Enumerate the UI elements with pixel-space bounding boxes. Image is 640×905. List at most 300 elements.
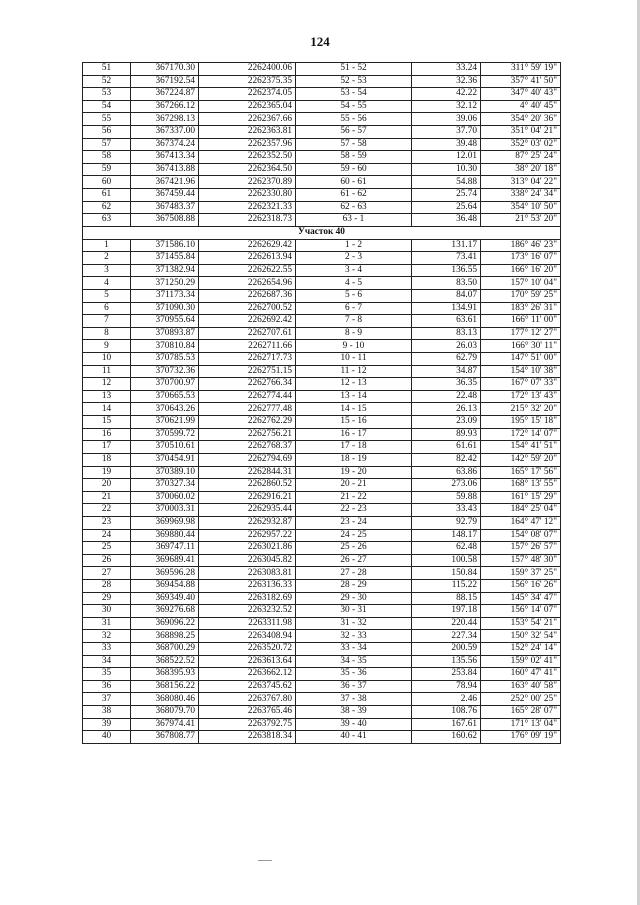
direction-angle-cell: 166° 11' 00"	[481, 315, 561, 328]
coord-x-cell: 370955.64	[131, 315, 199, 328]
point-number-cell: 53	[83, 88, 131, 101]
point-number-cell: 29	[83, 592, 131, 605]
segment-cell: 33 - 34	[296, 643, 412, 656]
coord-x-cell: 367808.77	[131, 731, 199, 744]
segment-cell: 34 - 35	[296, 655, 412, 668]
table-row	[83, 605, 561, 618]
direction-angle-cell: 357° 41' 50"	[481, 75, 561, 88]
direction-angle-cell: 154° 41' 51"	[481, 441, 561, 454]
coord-x-cell: 368898.25	[131, 630, 199, 643]
coord-y-cell: 2262707.61	[199, 327, 296, 340]
segment-cell: 14 - 15	[296, 403, 412, 416]
coord-x-cell: 370003.31	[131, 504, 199, 517]
segment-cell: 21 - 22	[296, 491, 412, 504]
point-number-cell: 31	[83, 617, 131, 630]
segment-length-cell: 73.41	[412, 252, 481, 265]
segment-length-cell: 115.22	[412, 579, 481, 592]
table-row	[83, 504, 561, 517]
direction-angle-cell: 157° 10' 04"	[481, 277, 561, 290]
point-number-cell: 61	[83, 189, 131, 202]
coord-y-cell: 2262363.81	[199, 126, 296, 139]
direction-angle-cell: 154° 08' 07"	[481, 529, 561, 542]
segment-length-cell: 167.61	[412, 718, 481, 731]
direction-angle-cell: 166° 16' 20"	[481, 264, 561, 277]
point-number-cell: 22	[83, 504, 131, 517]
coord-y-cell: 2263662.12	[199, 668, 296, 681]
segment-cell: 38 - 39	[296, 706, 412, 719]
segment-length-cell: 88.15	[412, 592, 481, 605]
coord-x-cell: 370389.10	[131, 466, 199, 479]
segment-length-cell: 10.30	[412, 163, 481, 176]
section-row	[83, 226, 561, 239]
coord-x-cell: 370621.99	[131, 416, 199, 429]
coordinates-table	[82, 62, 561, 744]
table-row	[83, 138, 561, 151]
table-row	[83, 327, 561, 340]
direction-angle-cell: 177° 12' 27"	[481, 327, 561, 340]
segment-length-cell: 83.13	[412, 327, 481, 340]
table-row	[83, 453, 561, 466]
coord-y-cell: 2262957.22	[199, 529, 296, 542]
segment-cell: 61 - 62	[296, 189, 412, 202]
table-row	[83, 516, 561, 529]
direction-angle-cell: 173° 16' 07"	[481, 252, 561, 265]
direction-angle-cell: 186° 46' 23"	[481, 239, 561, 252]
coord-y-cell: 2263083.81	[199, 567, 296, 580]
coord-y-cell: 2262367.66	[199, 113, 296, 126]
direction-angle-cell: 159° 02' 41"	[481, 655, 561, 668]
direction-angle-cell: 147° 51' 00"	[481, 353, 561, 366]
coord-x-cell: 368079.70	[131, 706, 199, 719]
direction-angle-cell: 157° 26' 57"	[481, 542, 561, 555]
table-row	[83, 239, 561, 252]
coord-x-cell: 367974.41	[131, 718, 199, 731]
point-number-cell: 36	[83, 680, 131, 693]
point-number-cell: 15	[83, 416, 131, 429]
segment-length-cell: 37.70	[412, 126, 481, 139]
direction-angle-cell: 215° 32' 20"	[481, 403, 561, 416]
coord-x-cell: 370643.26	[131, 403, 199, 416]
coord-x-cell: 367337.00	[131, 126, 199, 139]
coord-y-cell: 2263520.72	[199, 643, 296, 656]
segment-length-cell: 63.61	[412, 315, 481, 328]
point-number-cell: 5	[83, 289, 131, 302]
point-number-cell: 54	[83, 100, 131, 113]
segment-cell: 52 - 53	[296, 75, 412, 88]
point-number-cell: 34	[83, 655, 131, 668]
point-number-cell: 19	[83, 466, 131, 479]
segment-cell: 36 - 37	[296, 680, 412, 693]
coord-y-cell: 2262860.52	[199, 479, 296, 492]
segment-length-cell: 136.55	[412, 264, 481, 277]
segment-length-cell: 273.06	[412, 479, 481, 492]
coord-y-cell: 2262364.50	[199, 163, 296, 176]
point-number-cell: 58	[83, 151, 131, 164]
table-row	[83, 491, 561, 504]
segment-length-cell: 63.86	[412, 466, 481, 479]
segment-cell: 58 - 59	[296, 151, 412, 164]
direction-angle-cell: 38° 20' 18"	[481, 163, 561, 176]
table-row	[83, 428, 561, 441]
coord-x-cell: 370893.87	[131, 327, 199, 340]
table-row	[83, 201, 561, 214]
segment-length-cell: 12.01	[412, 151, 481, 164]
direction-angle-cell: 152° 24' 14"	[481, 643, 561, 656]
point-number-cell: 20	[83, 479, 131, 492]
point-number-cell: 23	[83, 516, 131, 529]
segment-cell: 35 - 36	[296, 668, 412, 681]
table-row	[83, 617, 561, 630]
segment-length-cell: 78.94	[412, 680, 481, 693]
segment-cell: 8 - 9	[296, 327, 412, 340]
segment-length-cell: 134.91	[412, 302, 481, 315]
direction-angle-cell: 21° 53' 20"	[481, 214, 561, 227]
coord-x-cell: 367459.44	[131, 189, 199, 202]
segment-length-cell: 39.06	[412, 113, 481, 126]
coord-x-cell: 367413.88	[131, 163, 199, 176]
segment-cell: 10 - 11	[296, 353, 412, 366]
segment-length-cell: 220.44	[412, 617, 481, 630]
direction-angle-cell: 351° 04' 21"	[481, 126, 561, 139]
point-number-cell: 8	[83, 327, 131, 340]
direction-angle-cell: 354° 10' 50"	[481, 201, 561, 214]
point-number-cell: 32	[83, 630, 131, 643]
table-row	[83, 718, 561, 731]
table-row	[83, 441, 561, 454]
coord-x-cell: 371173.34	[131, 289, 199, 302]
table-row	[83, 163, 561, 176]
coord-y-cell: 2262700.52	[199, 302, 296, 315]
segment-cell: 26 - 27	[296, 554, 412, 567]
segment-length-cell: 82.42	[412, 453, 481, 466]
coord-x-cell: 370665.53	[131, 390, 199, 403]
table-row	[83, 340, 561, 353]
coord-x-cell: 370785.53	[131, 353, 199, 366]
coord-y-cell: 2262711.66	[199, 340, 296, 353]
coord-x-cell: 369276.68	[131, 605, 199, 618]
coord-x-cell: 370700.97	[131, 378, 199, 391]
direction-angle-cell: 195° 15' 18"	[481, 416, 561, 429]
table-row	[83, 466, 561, 479]
segment-cell: 30 - 31	[296, 605, 412, 618]
segment-length-cell: 33.43	[412, 504, 481, 517]
coord-y-cell: 2262365.04	[199, 100, 296, 113]
point-number-cell: 24	[83, 529, 131, 542]
point-number-cell: 21	[83, 491, 131, 504]
segment-cell: 31 - 32	[296, 617, 412, 630]
coord-x-cell: 369349.40	[131, 592, 199, 605]
segment-length-cell: 253.84	[412, 668, 481, 681]
scan-mark	[258, 860, 272, 861]
coord-y-cell: 2262932.87	[199, 516, 296, 529]
table-row	[83, 567, 561, 580]
coord-y-cell: 2262794.69	[199, 453, 296, 466]
table-row	[83, 693, 561, 706]
segment-cell: 11 - 12	[296, 365, 412, 378]
direction-angle-cell: 167° 07' 33"	[481, 378, 561, 391]
table-row	[83, 706, 561, 719]
segment-cell: 4 - 5	[296, 277, 412, 290]
segment-cell: 28 - 29	[296, 579, 412, 592]
segment-cell: 40 - 41	[296, 731, 412, 744]
page-number: 124	[310, 34, 330, 49]
segment-length-cell: 42.22	[412, 88, 481, 101]
coord-x-cell: 370810.84	[131, 340, 199, 353]
coord-y-cell: 2262766.34	[199, 378, 296, 391]
coord-y-cell: 2263232.52	[199, 605, 296, 618]
coord-x-cell: 370510.61	[131, 441, 199, 454]
segment-length-cell: 26.13	[412, 403, 481, 416]
segment-cell: 51 - 52	[296, 63, 412, 76]
coord-y-cell: 2263311.98	[199, 617, 296, 630]
point-number-cell: 37	[83, 693, 131, 706]
coord-x-cell: 371090.30	[131, 302, 199, 315]
point-number-cell: 27	[83, 567, 131, 580]
coord-y-cell: 2262777.48	[199, 403, 296, 416]
coord-x-cell: 367413.34	[131, 151, 199, 164]
point-number-cell: 4	[83, 277, 131, 290]
direction-angle-cell: 165° 17' 56"	[481, 466, 561, 479]
point-number-cell: 25	[83, 542, 131, 555]
segment-cell: 7 - 8	[296, 315, 412, 328]
coord-y-cell: 2262400.06	[199, 63, 296, 76]
segment-cell: 5 - 6	[296, 289, 412, 302]
point-number-cell: 16	[83, 428, 131, 441]
segment-length-cell: 131.17	[412, 239, 481, 252]
direction-angle-cell: 161° 15' 29"	[481, 491, 561, 504]
point-number-cell: 11	[83, 365, 131, 378]
coord-y-cell: 2262916.21	[199, 491, 296, 504]
segment-length-cell: 36.35	[412, 378, 481, 391]
point-number-cell: 33	[83, 643, 131, 656]
point-number-cell: 59	[83, 163, 131, 176]
coord-x-cell: 371586.10	[131, 239, 199, 252]
coord-x-cell: 367374.24	[131, 138, 199, 151]
coord-x-cell: 369747.11	[131, 542, 199, 555]
table-row	[83, 403, 561, 416]
table-row	[83, 315, 561, 328]
segment-cell: 18 - 19	[296, 453, 412, 466]
table-row	[83, 365, 561, 378]
table-row	[83, 416, 561, 429]
table-row	[83, 655, 561, 668]
direction-angle-cell: 150° 32' 54"	[481, 630, 561, 643]
point-number-cell: 60	[83, 176, 131, 189]
point-number-cell: 2	[83, 252, 131, 265]
segment-cell: 25 - 26	[296, 542, 412, 555]
coord-x-cell: 367421.96	[131, 176, 199, 189]
segment-length-cell: 160.62	[412, 731, 481, 744]
point-number-cell: 12	[83, 378, 131, 391]
coord-y-cell: 2263408.94	[199, 630, 296, 643]
point-number-cell: 1	[83, 239, 131, 252]
table-row	[83, 378, 561, 391]
table-row	[83, 668, 561, 681]
table-row	[83, 680, 561, 693]
direction-angle-cell: 156° 14' 07"	[481, 605, 561, 618]
coord-x-cell: 367192.54	[131, 75, 199, 88]
segment-length-cell: 32.36	[412, 75, 481, 88]
coord-x-cell: 368395.93	[131, 668, 199, 681]
coord-y-cell: 2262844.31	[199, 466, 296, 479]
coord-x-cell: 367483.37	[131, 201, 199, 214]
coord-y-cell: 2263745.62	[199, 680, 296, 693]
segment-cell: 39 - 40	[296, 718, 412, 731]
segment-length-cell: 135.56	[412, 655, 481, 668]
point-number-cell: 39	[83, 718, 131, 731]
table-row	[83, 630, 561, 643]
direction-angle-cell: 338° 24' 34"	[481, 189, 561, 202]
table-row	[83, 88, 561, 101]
table-row	[83, 151, 561, 164]
segment-cell: 32 - 33	[296, 630, 412, 643]
segment-length-cell: 39.48	[412, 138, 481, 151]
coord-x-cell: 367170.30	[131, 63, 199, 76]
coord-x-cell: 368156.22	[131, 680, 199, 693]
point-number-cell: 17	[83, 441, 131, 454]
coord-x-cell: 370732.36	[131, 365, 199, 378]
segment-length-cell: 200.59	[412, 643, 481, 656]
table-row	[83, 554, 561, 567]
direction-angle-cell: 159° 37' 25"	[481, 567, 561, 580]
segment-length-cell: 36.48	[412, 214, 481, 227]
point-number-cell: 26	[83, 554, 131, 567]
direction-angle-cell: 172° 13' 43"	[481, 390, 561, 403]
segment-length-cell: 22.48	[412, 390, 481, 403]
segment-length-cell: 2.46	[412, 693, 481, 706]
segment-cell: 62 - 63	[296, 201, 412, 214]
table-row	[83, 529, 561, 542]
table-row	[83, 731, 561, 744]
direction-angle-cell: 157° 48' 30"	[481, 554, 561, 567]
direction-angle-cell: 313° 04' 22"	[481, 176, 561, 189]
segment-cell: 53 - 54	[296, 88, 412, 101]
table-row	[83, 542, 561, 555]
direction-angle-cell: 252° 00' 25"	[481, 693, 561, 706]
segment-cell: 37 - 38	[296, 693, 412, 706]
coord-x-cell: 368522.52	[131, 655, 199, 668]
segment-length-cell: 62.48	[412, 542, 481, 555]
direction-angle-cell: 170° 59' 25"	[481, 289, 561, 302]
table-row	[83, 390, 561, 403]
segment-length-cell: 25.74	[412, 189, 481, 202]
segment-cell: 17 - 18	[296, 441, 412, 454]
segment-cell: 60 - 61	[296, 176, 412, 189]
coord-y-cell: 2263182.69	[199, 592, 296, 605]
segment-length-cell: 84.07	[412, 289, 481, 302]
segment-cell: 27 - 28	[296, 567, 412, 580]
direction-angle-cell: 354° 20' 36"	[481, 113, 561, 126]
coord-y-cell: 2262375.35	[199, 75, 296, 88]
segment-cell: 23 - 24	[296, 516, 412, 529]
table-row	[83, 643, 561, 656]
coord-x-cell: 367298.13	[131, 113, 199, 126]
coord-y-cell: 2262318.73	[199, 214, 296, 227]
segment-length-cell: 150.84	[412, 567, 481, 580]
point-number-cell: 28	[83, 579, 131, 592]
segment-cell: 20 - 21	[296, 479, 412, 492]
table-row	[83, 113, 561, 126]
direction-angle-cell: 154° 10' 38"	[481, 365, 561, 378]
table-row	[83, 189, 561, 202]
segment-length-cell: 26.03	[412, 340, 481, 353]
coord-y-cell: 2262751.15	[199, 365, 296, 378]
point-number-cell: 18	[83, 453, 131, 466]
segment-cell: 9 - 10	[296, 340, 412, 353]
direction-angle-cell: 153° 54' 21"	[481, 617, 561, 630]
coord-y-cell: 2262687.36	[199, 289, 296, 302]
segment-cell: 15 - 16	[296, 416, 412, 429]
coord-y-cell: 2263021.86	[199, 542, 296, 555]
direction-angle-cell: 352° 03' 02"	[481, 138, 561, 151]
table-row	[83, 63, 561, 76]
point-number-cell: 55	[83, 113, 131, 126]
direction-angle-cell: 87° 25' 24"	[481, 151, 561, 164]
table-row	[83, 579, 561, 592]
segment-length-cell: 92.79	[412, 516, 481, 529]
coord-y-cell: 2262762.29	[199, 416, 296, 429]
point-number-cell: 63	[83, 214, 131, 227]
coord-x-cell: 367508.88	[131, 214, 199, 227]
direction-angle-cell: 168° 13' 55"	[481, 479, 561, 492]
table-row	[83, 479, 561, 492]
coord-y-cell: 2262654.96	[199, 277, 296, 290]
coord-x-cell: 369096.22	[131, 617, 199, 630]
table-row	[83, 302, 561, 315]
direction-angle-cell: 311° 59' 19"	[481, 63, 561, 76]
point-number-cell: 10	[83, 353, 131, 366]
coord-y-cell: 2262374.05	[199, 88, 296, 101]
coord-x-cell: 371382.94	[131, 264, 199, 277]
table-row	[83, 592, 561, 605]
coord-y-cell: 2262370.89	[199, 176, 296, 189]
direction-angle-cell: 164° 47' 12"	[481, 516, 561, 529]
point-number-cell: 56	[83, 126, 131, 139]
coord-y-cell: 2262756.21	[199, 428, 296, 441]
segment-length-cell: 197.18	[412, 605, 481, 618]
segment-cell: 6 - 7	[296, 302, 412, 315]
coord-y-cell: 2262357.96	[199, 138, 296, 151]
direction-angle-cell: 163° 40' 58"	[481, 680, 561, 693]
coordinates-table-body	[83, 63, 561, 744]
segment-length-cell: 227.34	[412, 630, 481, 643]
direction-angle-cell: 347° 40' 43"	[481, 88, 561, 101]
coord-x-cell: 369454.88	[131, 579, 199, 592]
segment-cell: 22 - 23	[296, 504, 412, 517]
direction-angle-cell: 165° 28' 07"	[481, 706, 561, 719]
point-number-cell: 30	[83, 605, 131, 618]
coord-y-cell: 2263045.82	[199, 554, 296, 567]
segment-length-cell: 148.17	[412, 529, 481, 542]
coord-y-cell: 2262613.94	[199, 252, 296, 265]
point-number-cell: 38	[83, 706, 131, 719]
point-number-cell: 35	[83, 668, 131, 681]
direction-angle-cell: 183° 26' 31"	[481, 302, 561, 315]
direction-angle-cell: 145° 34' 47"	[481, 592, 561, 605]
segment-cell: 63 - 1	[296, 214, 412, 227]
table-row	[83, 100, 561, 113]
coord-x-cell: 369880.44	[131, 529, 199, 542]
segment-length-cell: 32.12	[412, 100, 481, 113]
segment-length-cell: 108.76	[412, 706, 481, 719]
coord-x-cell: 370599.72	[131, 428, 199, 441]
coord-y-cell: 2262629.42	[199, 239, 296, 252]
segment-length-cell: 54.88	[412, 176, 481, 189]
segment-cell: 55 - 56	[296, 113, 412, 126]
segment-cell: 13 - 14	[296, 390, 412, 403]
segment-cell: 1 - 2	[296, 239, 412, 252]
table-row	[83, 264, 561, 277]
